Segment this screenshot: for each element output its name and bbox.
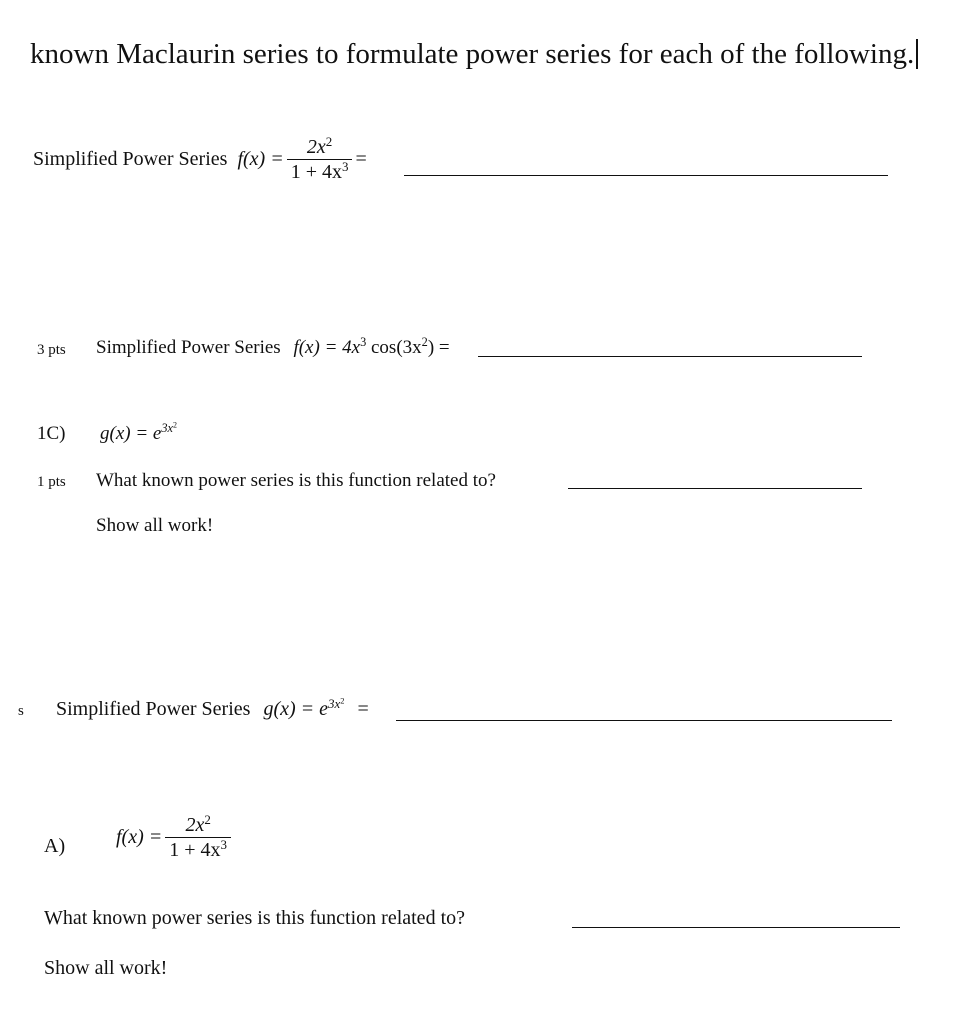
row2-exp1: 3 (360, 335, 367, 350)
row3-exp-exp: 2 (340, 695, 345, 706)
problem-number-1c: 1C) (37, 423, 66, 444)
row1-equals: = (355, 148, 367, 170)
row2-mid: cos(3x (366, 337, 422, 358)
show-work-1: Show all work! (96, 515, 214, 536)
answer-line-5[interactable] (572, 927, 900, 928)
power-series-row-2 (96, 337, 450, 359)
row2-tail: ) = (427, 337, 450, 358)
row2-exp2: 2 (421, 335, 428, 350)
row3-exp: 3x (328, 695, 341, 711)
rowa-numerator: 2x (185, 814, 205, 836)
answer-line-4[interactable] (396, 720, 892, 721)
rowa-numerator-exp: 2 (204, 811, 211, 827)
answer-line-2[interactable] (478, 356, 862, 357)
related-series-question-2: What known power series is this function related to? (44, 907, 465, 929)
row1-denominator: 1 + 4x (290, 161, 342, 183)
header-label: known Maclaurin series to formulate power series for each of the following. (30, 38, 915, 70)
row2-label: Simplified Power Series (96, 337, 281, 358)
row3-func: g(x) = e (263, 698, 329, 720)
power-series-row-1 (33, 135, 367, 184)
row2-lhs: f(x) = 4x (293, 337, 361, 358)
power-series-row-3 (56, 695, 369, 721)
row3-label: Simplified Power Series (56, 698, 251, 720)
cut-off-prefix: s (18, 703, 24, 719)
row1-label: Simplified Power Series (33, 148, 228, 170)
problem-number-a: A) (44, 835, 66, 857)
row1-numerator-exp: 2 (325, 133, 333, 149)
rowa-denominator-exp: 3 (220, 836, 228, 852)
row1-lhs: f(x) = (237, 148, 284, 170)
answer-line-1[interactable] (404, 175, 888, 176)
answer-line-3[interactable] (568, 488, 862, 489)
related-series-question-1: What known power series is this function related to? (96, 470, 496, 491)
g-exp: 3x (161, 421, 173, 436)
header-text (30, 38, 918, 71)
rowa-denominator: 1 + 4x (169, 839, 221, 861)
row1-fraction (287, 135, 353, 184)
row1-denominator-exp: 3 (341, 158, 349, 174)
g-exp-exp: 2 (173, 420, 178, 430)
function-f-a (116, 813, 234, 862)
function-g (100, 420, 178, 445)
row1-numerator: 2x (306, 136, 326, 158)
g-func: g(x) = e (100, 423, 162, 444)
show-work-2: Show all work! (44, 957, 168, 979)
points-label-1: 1 pts (37, 474, 66, 490)
points-label-3: 3 pts (37, 342, 66, 358)
text-cursor (916, 39, 918, 69)
rowa-lhs: f(x) = (116, 826, 163, 848)
rowa-fraction (165, 813, 231, 862)
row3-equals: = (357, 698, 369, 720)
